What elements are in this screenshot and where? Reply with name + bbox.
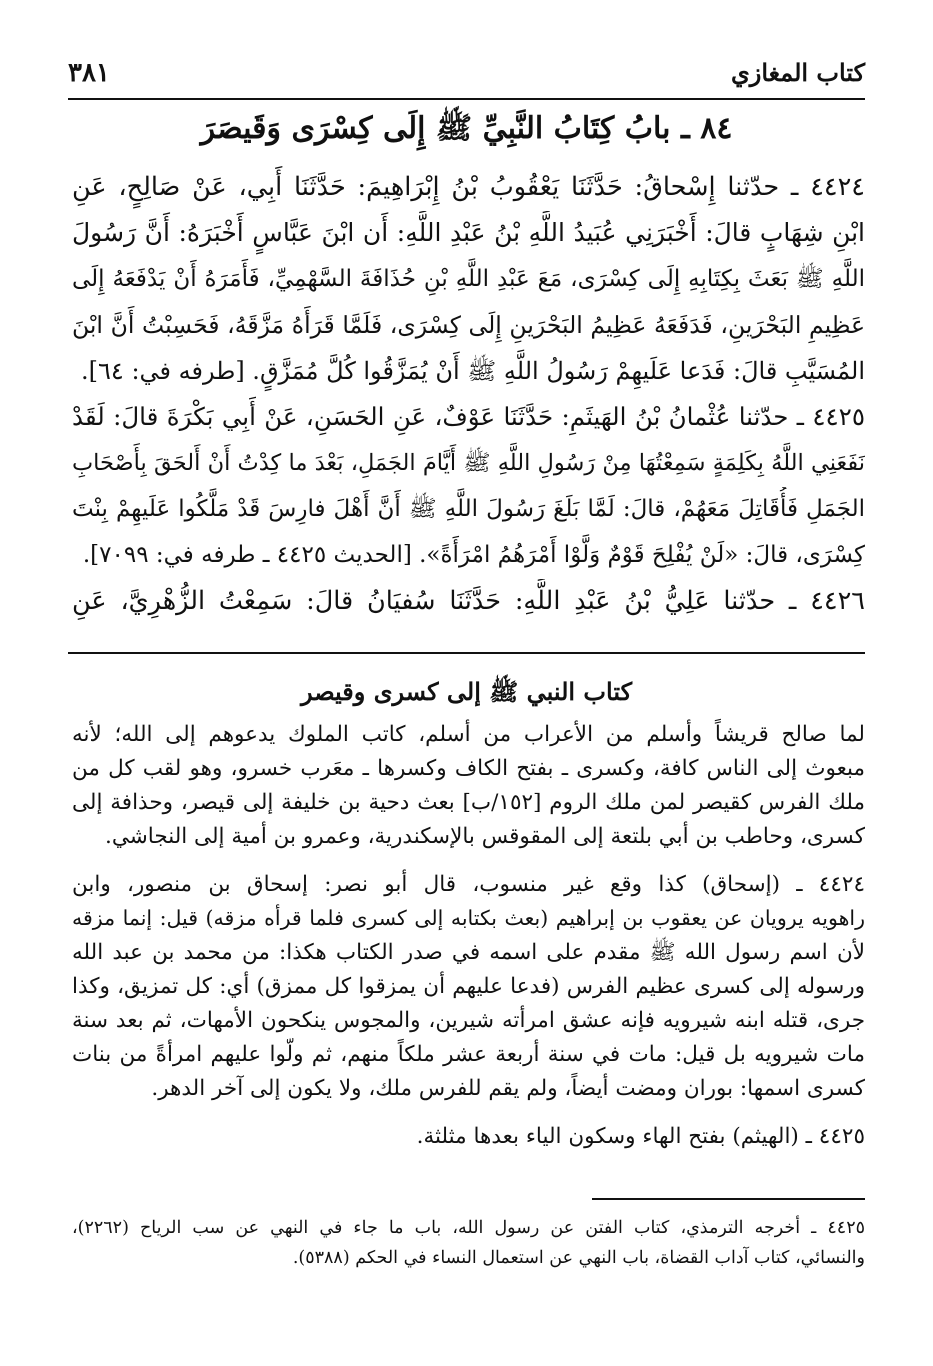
running-header-title: كتاب المغازي [730, 58, 865, 87]
hadith-line: ابْنِ شِهَابٍ قالَ: أَخْبَرَنِي عُبَيدُ اللَّهِ بْنُ عَبْدِ اللَّهِ: أَن ابْنَ عَبَّاسٍ أَخْبَرَهُ: أَنَّ رَسُولَ [72, 218, 865, 247]
hadith-line: اللَّهِ ﷺ بَعَثَ بِكِتَابِهِ إِلَى كِسْرَى، مَعَ عَبْدِ اللَّهِ بْنِ حُذَافَةَ السَّهْمِيِّ، فَأَمَرَهُ أَنْ يَدْفَعَهُ إِلَى [72, 266, 865, 292]
commentary-line: جرى، قتله ابنه شيرويه فإنه عشق امرأته شيرين، والمجوس ينكحون الأمهات، ثم بعد سنة [72, 1008, 865, 1033]
commentary-line: راهويه يرويان عن يعقوب بن إبراهيم (بعث بكتابه إلى كسرى فلما قرأه مزقه) قيل: إنما مزقه [72, 906, 865, 930]
commentary-line: كسرى اسمها: بوران ومضت أيضاً، ولم يقم للفرس ملك، ولا يكون إلى آخر الدهر. [151, 1076, 865, 1101]
commentary-line: مبعوث إلى الناس كافة، وكسرى ـ بفتح الكاف وكسرها ـ معَرب خسرو، وهو لقب كل من [72, 756, 865, 781]
commentary-divider [68, 652, 865, 654]
header-divider [68, 98, 865, 100]
hadith-line: ٤٤٢٤ ـ حدّثنا إِسْحاقُ: حَدَّثَنَا يَعْقُوبُ بْنُ إِبْرَاهِيمَ: حَدَّثَنَا أَبِي، عَنْ صَالِحٍ، عَنِ [72, 172, 865, 202]
hadith-line: الجَمَلِ فَأُقَاتِلَ مَعَهُمْ، قالَ: لَمَّا بَلَغَ رَسُولَ اللَّهِ ﷺ أَنَّ أَهْلَ فارِسَ قَدْ مَلَّكُوا عَلَيهِمْ بِنْتَ [72, 496, 865, 522]
hadith-line: ٤٤٢٥ ـ حدّثنا عُثْمانُ بْنُ الهَيثَمِ: حَدَّثَنَا عَوْفٌ، عَنِ الحَسَنِ، عَنْ أَبِي بَكْرَةَ قالَ: لَقَدْ [72, 402, 865, 431]
commentary-line: ملك الفرس كقيصر لمن ملك الروم [١٥٢/ب] بعث دحية بن خليفة إلى قيصر، وحذافة إلى [72, 790, 865, 815]
hadith-line: عَظِيمِ البَحْرَينِ، فَدَفَعَهُ عَظِيمُ البَحْرَينِ إِلَى كِسْرَى، فَلَمَّا قَرَأَهُ مَزَّقَهُ، فَحَسِبْتُ أَنَّ ابْنَ [72, 311, 865, 339]
hadith-line: نَفَعَنِي اللَّهُ بِكَلِمَةٍ سَمِعْتُهَا مِنْ رَسُولِ اللَّهِ ﷺ أَيَّامَ الجَمَلِ، بَعْدَ ما كِدْتُ أَنْ أَلحَقَ بِأَصْحَابِ [72, 450, 865, 476]
hadith-line: المُسَيَّبِ قالَ: فَدَعا عَلَيهِمْ رَسُولُ اللَّهِ ﷺ أَنْ يُمَزَّقُوا كُلَّ مُمَزَّقٍ. [طرفه في: ٦٤]. [81, 357, 865, 385]
commentary-line: ٤٤٢٥ ـ (الهيثم) بفتح الهاء وسكون الياء بعدها مثلثة. [416, 1124, 865, 1149]
chapter-heading: ٨٤ ـ بابُ كِتَابُ النَّبِيِّ ﷺ إِلَى كِسْرَى وَقَيصَرَ [200, 111, 733, 146]
commentary-line: مات شيرويه بل قيل: مات في سنة أربعة عشر ملكاً منهم، ثم ولُّوا عليهم امرأةً من بنات [72, 1042, 865, 1067]
hadith-line: كِسْرَى، قالَ: «لَنْ يُفْلِحَ قَوْمٌ وَلَّوْا أَمْرَهُمُ امْرَأَةً». [الحديث ٤٤٢٥ ـ طرفه في: ٧٠٩٩]. [82, 542, 865, 568]
hadith-line: ٤٤٢٦ ـ حدّثنا عَلِيُّ بْنُ عَبْدِ اللَّهِ: حَدَّثَنَا سُفيَانُ قالَ: سَمِعْتُ الزُّهْرِيَّ، عَنِ [72, 586, 865, 616]
commentary-title: كتاب النبي ﷺ إلى كسرى وقيصر [300, 677, 633, 706]
commentary-line: لما صالح قريشاً وأسلم من الأعراب من أسلم، كاتب الملوك يدعوهم إلى الله؛ لأنه [72, 722, 865, 747]
commentary-line: كسرى، وحاطب بن أبي بلتعة إلى المقوقس بالإسكندرية، وعمرو بن أمية إلى النجاشي. [105, 824, 865, 849]
commentary-line: لأن اسم رسول الله ﷺ مقدم على اسمه في صدر الكتاب هكذا: من محمد بن عبد الله [72, 940, 865, 965]
footnote-divider [592, 1198, 865, 1200]
page-number: ٣٨١ [68, 58, 110, 88]
footnote-line: ٤٤٢٥ ـ أخرجه الترمذي، كتاب الفتن عن رسول الله، باب ما جاء في النهي عن سب الرياح (٢٢٦٢)، [72, 1218, 865, 1238]
commentary-line: ورسوله إلى كسرى عظيم الفرس (فدعا عليهم أن يمزقوا كل ممزق) أي: كل تمزيق، وكذا [72, 974, 865, 999]
commentary-line: ٤٤٢٤ ـ (إسحاق) كذا وقع غير منسوب، قال أبو نصر: إسحاق بن منصور، وابن [72, 872, 865, 897]
footnote-line: والنسائي، كتاب آداب القضاة، باب النهي عن استعمال النساء في الحكم (٥٣٨٨). [292, 1248, 865, 1268]
